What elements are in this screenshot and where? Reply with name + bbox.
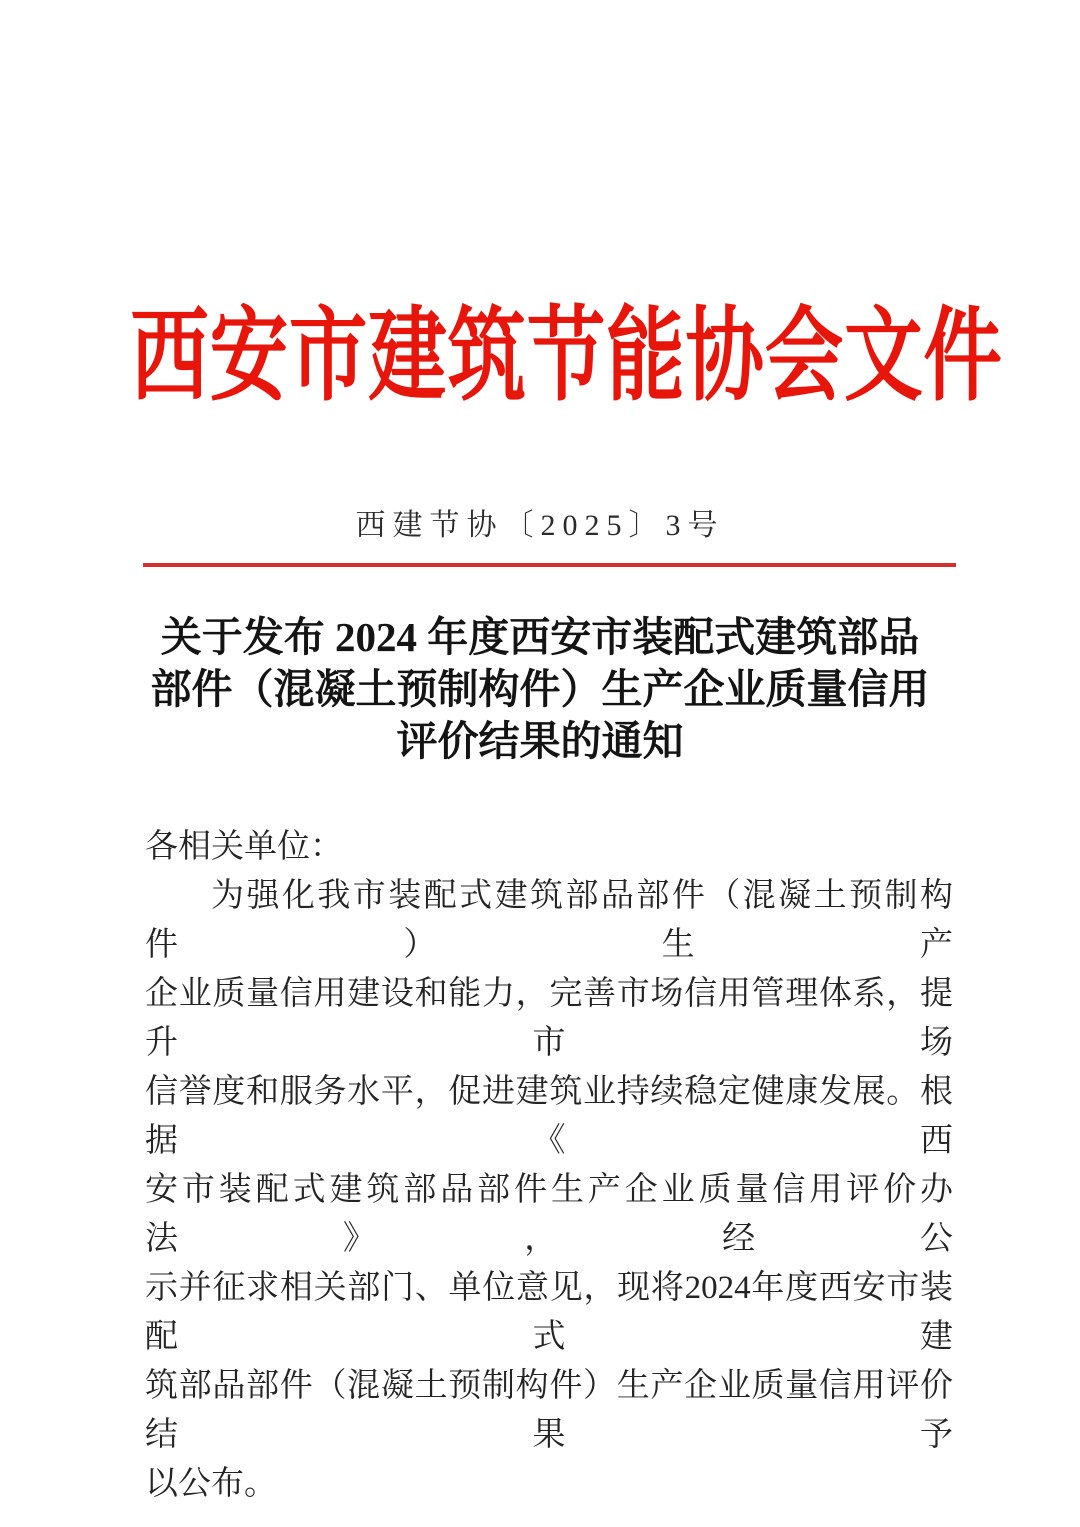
body-line: 信誉度和服务水平，促进建筑业持续稳定健康发展。根据《西 xyxy=(145,1074,953,1159)
body-salutation: 各相关单位： xyxy=(145,829,343,865)
notice-title xyxy=(133,611,947,767)
body-line: 为强化我市装配式建筑部品部件（混凝土预制构件）生产 xyxy=(145,878,953,963)
red-divider-rule xyxy=(143,563,956,567)
body-line: 以公布。 xyxy=(145,1466,277,1502)
notice-title-line-1: 关于发布 2024 年度西安市装配式建筑部品 xyxy=(160,614,920,660)
notice-body xyxy=(145,823,953,1509)
body-line: 筑部品部件（混凝土预制构件）生产企业质量信用评价结果予 xyxy=(145,1368,953,1453)
body-line: 示并征求相关部门、单位意见，现将2024年度西安市装配式建 xyxy=(145,1270,953,1355)
body-line: 安市装配式建筑部品部件生产企业质量信用评价办法》，经公 xyxy=(145,1172,953,1257)
doc-number: 西建节协〔2025〕3号 xyxy=(355,509,725,542)
org-masthead-text: 西安市建筑节能协会文件 xyxy=(130,301,1003,414)
org-masthead xyxy=(0,302,1080,414)
body-line: 企业质量信用建设和能力，完善市场信用管理体系，提升市场 xyxy=(145,976,953,1061)
notice-title-line-2: 部件（混凝土预制构件）生产企业质量信用 xyxy=(150,666,930,712)
notice-title-line-3: 评价结果的通知 xyxy=(396,718,684,764)
